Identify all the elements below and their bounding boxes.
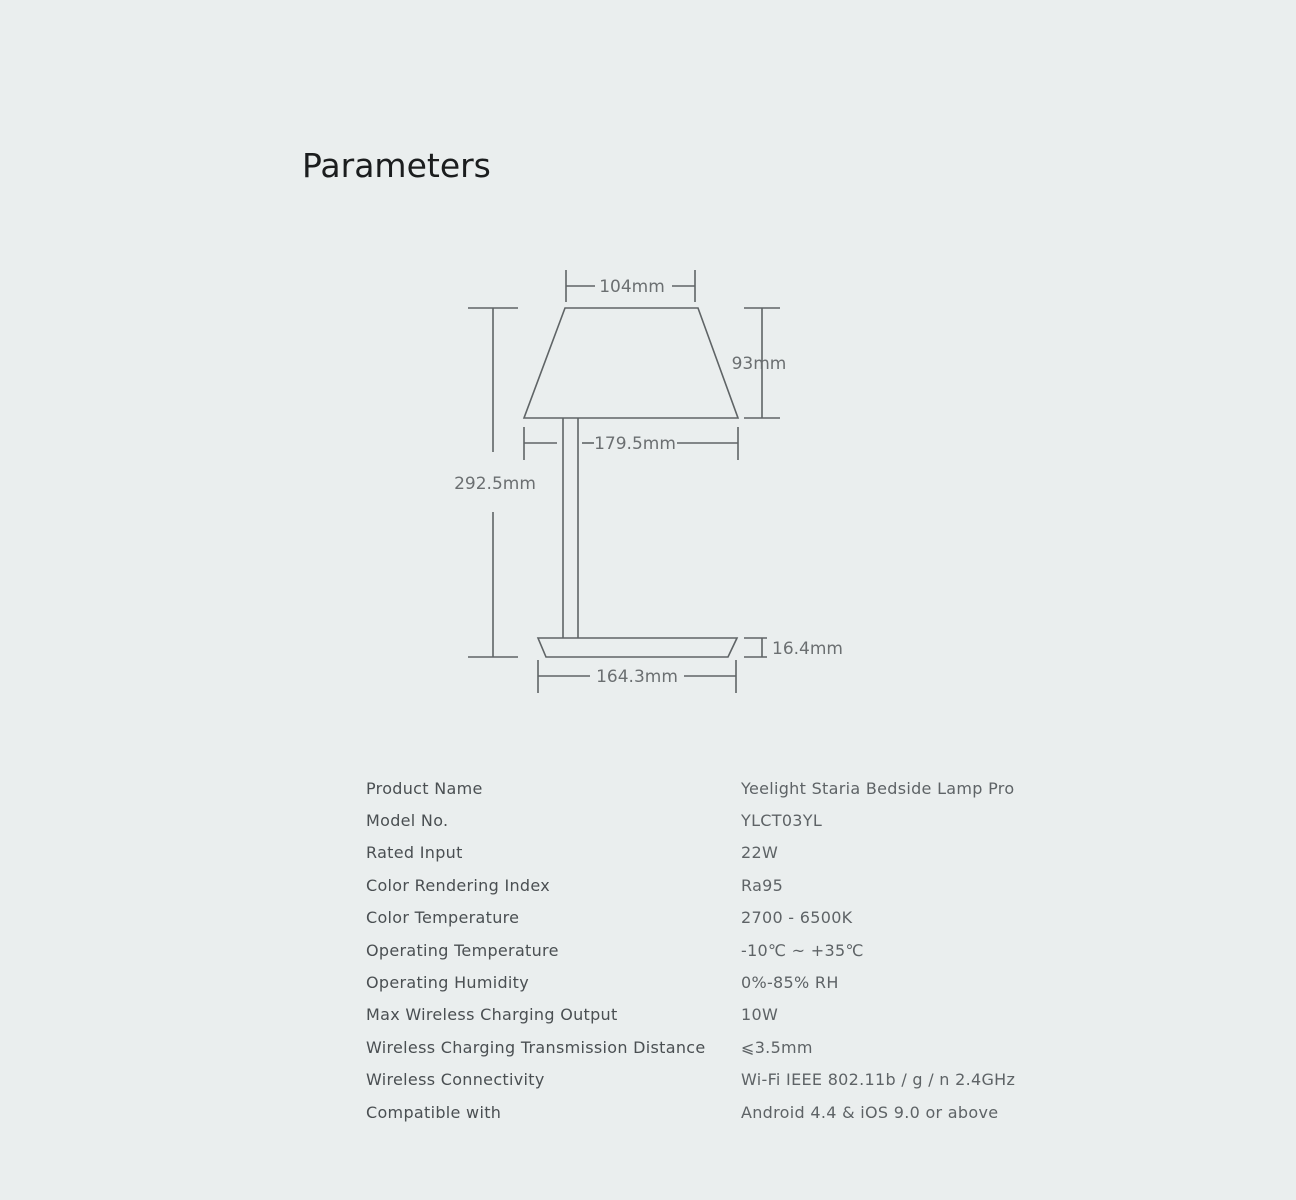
- spec-row: [366, 1064, 1015, 1096]
- spec-label: Operating Temperature: [366, 940, 559, 960]
- spec-value: 0%-85% RH: [741, 973, 839, 993]
- spec-row: [366, 934, 1015, 966]
- spec-row: [366, 902, 1015, 934]
- spec-label: Operating Humidity: [366, 973, 530, 993]
- spec-value: Android 4.4 & iOS 9.0 or above: [741, 1102, 999, 1122]
- label-total-height: 292.5mm: [454, 474, 536, 494]
- dim-base-height: [744, 638, 767, 657]
- spec-label: Max Wireless Charging Output: [366, 1005, 618, 1025]
- label-shade-bottom-width: 179.5mm: [594, 434, 676, 454]
- spec-label: Color Temperature: [366, 908, 520, 928]
- page-title: Parameters: [302, 146, 491, 185]
- spec-value: YLCT03YL: [741, 811, 823, 831]
- lamp-base: [538, 638, 737, 657]
- spec-row: [366, 837, 1015, 869]
- spec-label: Wireless Charging Transmission Distance: [366, 1037, 706, 1057]
- label-shade-height: 93mm: [731, 354, 787, 374]
- spec-value: 22W: [741, 843, 779, 863]
- label-base-height: 16.4mm: [772, 639, 843, 659]
- spec-row: [366, 804, 1015, 836]
- label-shade-top-width: 104mm: [599, 277, 665, 297]
- spec-value: -10℃ ~ +35℃: [741, 940, 864, 960]
- spec-row: [366, 772, 1015, 804]
- spec-value: 2700 - 6500K: [741, 908, 853, 928]
- spec-row: [366, 966, 1015, 998]
- label-base-width: 164.3mm: [596, 667, 678, 687]
- spec-label: Wireless Connectivity: [366, 1070, 545, 1090]
- spec-label: Color Rendering Index: [366, 875, 550, 895]
- spec-row: [366, 869, 1015, 901]
- spec-value: 10W: [741, 1005, 779, 1025]
- spec-value: Wi-Fi IEEE 802.11b / g / n 2.4GHz: [741, 1070, 1016, 1090]
- spec-row: [366, 999, 1015, 1031]
- lamp-shade: [524, 308, 738, 418]
- spec-label: Rated Input: [366, 843, 463, 863]
- spec-value: ⩽3.5mm: [741, 1037, 813, 1057]
- spec-value: Ra95: [741, 875, 784, 895]
- spec-label: Model No.: [366, 811, 449, 831]
- spec-row: [366, 1031, 1015, 1063]
- spec-table: [366, 772, 1015, 1128]
- spec-value: Yeelight Staria Bedside Lamp Pro: [741, 778, 1015, 798]
- spec-label: Product Name: [366, 778, 483, 798]
- spec-label: Compatible with: [366, 1102, 502, 1122]
- spec-row: [366, 1096, 1015, 1128]
